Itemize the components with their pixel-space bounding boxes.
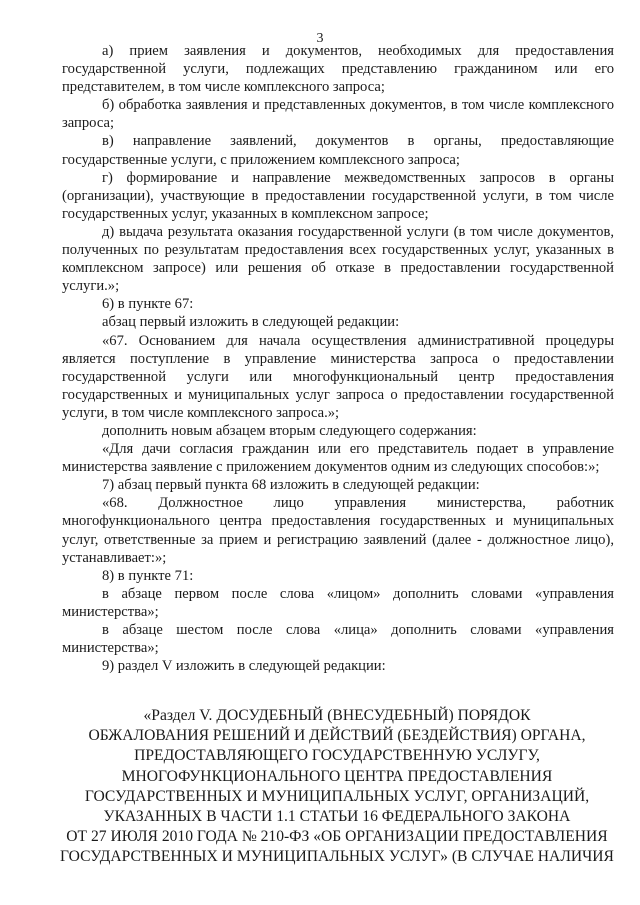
heading-line: УКАЗАННЫХ В ЧАСТИ 1.1 СТАТЬИ 16 ФЕДЕРАЛЬНОГО ЗАКОНА	[103, 808, 571, 826]
paragraph-consent: «Для дачи согласия гражданин или его представитель подает в управление министерства заявление с приложением документов одним из следующих способов:»;	[62, 441, 614, 476]
heading-line: «Раздел V. ДОСУДЕБНЫЙ (ВНЕСУДЕБНЫЙ) ПОРЯДОК	[143, 707, 531, 724]
paragraph-add-abzac: дополнить новым абзацем вторым следующего содержания:	[102, 422, 477, 439]
heading-line: ПРЕДОСТАВЛЯЮЩЕГО ГОСУДАРСТВЕННУЮ УСЛУГУ,	[134, 747, 540, 765]
paragraph-abzac-first: в абзаце первом после слова «лицом» дополнить словами «управления министерства»;	[62, 585, 614, 620]
paragraph-point-6: 6) в пункте 67:	[102, 296, 194, 313]
paragraph-clause-67: «67. Основанием для начала осуществления административной процедуры является поступление в управление министерства запроса о предоставлении государственной услуги или многофункциональный центр предоставления государственных и муниципальных услуг запроса о предоставлении государственной услуги, в том числе комплексного запроса.»;	[62, 332, 614, 421]
page-number: 3	[316, 31, 324, 46]
paragraph-item-v: в) направление заявлений, документов в органы, предоставляющие государственные услуги, с приложением комплексного запроса;	[62, 133, 614, 168]
document-body	[62, 42, 614, 675]
heading-line: ГОСУДАРСТВЕННЫХ И МУНИЦИПАЛЬНЫХ УСЛУГ, ОРГАНИЗАЦИЙ,	[84, 787, 590, 805]
paragraph-point-8: 8) в пункте 71:	[102, 567, 194, 584]
paragraph-amendment-intro: абзац первый изложить в следующей редакции:	[102, 314, 400, 331]
paragraph-point-9: 9) раздел V изложить в следующей редакции:	[102, 658, 386, 675]
section-heading	[56, 706, 618, 868]
paragraph-clause-68: «68. Должностное лицо управления министерства, работник многофункционального центра предоставления государственных и муниципальных услуг, ответственные за прием и регистрацию заявлений (далее - должностное лицо), устанавливает:»;	[62, 495, 614, 566]
paragraph-item-d: д) выдача результата оказания государственной услуги (в том числе документов, полученных по результатам предоставления всех государственных услуг, указанных в комплексном запросе) или решения об отказе в предоставлении государственной услуги.»;	[62, 223, 614, 295]
heading-line: МНОГОФУНКЦИОНАЛЬНОГО ЦЕНТРА ПРЕДОСТАВЛЕНИЯ	[121, 767, 553, 785]
paragraph-item-b: б) обработка заявления и представленных документов, в том числе комплексного запроса;	[62, 97, 614, 132]
heading-line: ГОСУДАРСТВЕННЫХ И МУНИЦИПАЛЬНЫХ УСЛУГ» (В СЛУЧАЕ НАЛИЧИЯ	[60, 848, 614, 866]
heading-line: ОТ 27 ИЮЛЯ 2010 ГОДА № 210-ФЗ «ОБ ОРГАНИЗАЦИИ ПРЕДОСТАВЛЕНИЯ	[66, 828, 608, 846]
paragraph-item-g: г) формирование и направление межведомственных запросов в органы (организации), участвующие в предоставлении государственной услуги, в том числе государственных услуг, указанных в комплексном запросе;	[62, 169, 614, 222]
heading-line: ОБЖАЛОВАНИЯ РЕШЕНИЙ И ДЕЙСТВИЙ (БЕЗДЕЙСТВИЯ) ОРГАНА,	[88, 727, 586, 745]
paragraph-item-a: а) прием заявления и документов, необходимых для предоставления государственной услуги, подлежащих представлению гражданином или его представителем, в том числе комплексного запроса;	[62, 43, 614, 96]
paragraph-point-7: 7) абзац первый пункта 68 изложить в следующей редакции:	[102, 477, 480, 494]
paragraph-abzac-sixth: в абзаце шестом после слова «лица» дополнить словами «управления министерства»;	[62, 622, 614, 657]
